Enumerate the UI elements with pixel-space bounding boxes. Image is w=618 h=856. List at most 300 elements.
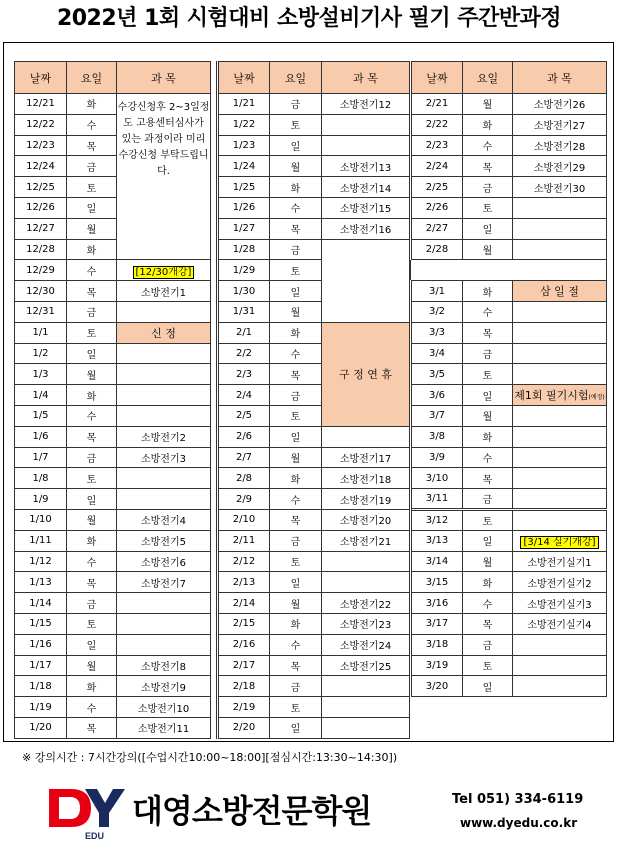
date-cell: 2/20 <box>218 717 270 738</box>
table-row <box>218 489 410 510</box>
table-row <box>411 197 607 218</box>
date-cell: 2/19 <box>218 697 270 718</box>
weekday-cell: 금 <box>270 530 322 551</box>
table-row <box>218 634 410 655</box>
table-row <box>15 447 211 468</box>
date-cell: 1/14 <box>15 593 67 614</box>
table-row <box>411 447 607 468</box>
subject-cell <box>513 676 607 697</box>
table-row <box>218 156 410 177</box>
page-title: 2022년 1회 시험대비 소방설비기사 필기 주간반과정 <box>56 6 562 31</box>
date-cell: 2/6 <box>218 426 270 447</box>
weekday-cell: 수 <box>270 197 322 218</box>
subject-cell <box>513 343 607 364</box>
weekday-cell: 일 <box>463 218 513 239</box>
weekday-cell: 수 <box>67 260 117 281</box>
subject-cell: 소방전기20 <box>322 509 410 530</box>
date-cell: 3/19 <box>411 655 463 676</box>
subject-cell <box>117 489 211 510</box>
date-cell: 1/5 <box>15 405 67 426</box>
weekday-cell: 토 <box>463 364 513 385</box>
schedule-table <box>14 61 211 739</box>
weekday-cell: 금 <box>67 593 117 614</box>
subject-cell <box>513 509 607 530</box>
subject-cell <box>513 468 607 489</box>
header-date: 날짜 <box>218 62 270 94</box>
table-row <box>15 530 211 551</box>
subject-cell: 소방전기15 <box>322 197 410 218</box>
weekday-cell: 금 <box>463 343 513 364</box>
date-cell: 1/28 <box>218 239 270 260</box>
weekday-cell: 일 <box>270 135 322 156</box>
subject-cell: 소방전기5 <box>117 530 211 551</box>
subject-cell <box>117 468 211 489</box>
table-row <box>15 364 211 385</box>
table-row <box>411 114 607 135</box>
subject-cell <box>513 426 607 447</box>
date-cell: 3/17 <box>411 613 463 634</box>
weekday-cell: 수 <box>270 634 322 655</box>
subject-cell: 소방전기12 <box>322 94 410 115</box>
date-cell: 3/16 <box>411 593 463 614</box>
date-cell: 2/7 <box>218 447 270 468</box>
subject-cell <box>322 239 410 322</box>
subject-cell: 소방전기실기3 <box>513 593 607 614</box>
subject-cell: 소방전기2 <box>117 426 211 447</box>
weekday-cell: 수 <box>463 301 513 322</box>
date-cell: 1/25 <box>218 177 270 198</box>
table-row <box>15 426 211 447</box>
holiday-cell: 구 정 연 휴 <box>322 322 410 426</box>
date-cell: 1/11 <box>15 530 67 551</box>
weekday-cell: 목 <box>463 613 513 634</box>
date-cell: 2/11 <box>218 530 270 551</box>
date-cell: 1/13 <box>15 572 67 593</box>
subject-cell <box>322 676 410 697</box>
table-row <box>411 613 607 634</box>
weekday-cell: 화 <box>67 239 117 260</box>
date-cell: 12/25 <box>15 177 67 198</box>
weekday-cell: 일 <box>270 717 322 738</box>
table-row <box>411 94 607 115</box>
table-row <box>411 385 607 406</box>
table-row <box>15 593 211 614</box>
date-cell: 3/3 <box>411 322 463 343</box>
table-row <box>411 634 607 655</box>
subject-cell: 소방전기1 <box>117 281 211 302</box>
date-cell: 1/6 <box>15 426 67 447</box>
subject-cell <box>117 405 211 426</box>
table-row <box>218 530 410 551</box>
weekday-cell: 수 <box>67 114 117 135</box>
date-cell: 12/22 <box>15 114 67 135</box>
weekday-cell: 수 <box>270 343 322 364</box>
date-cell: 1/30 <box>218 281 270 302</box>
weekday-cell: 화 <box>67 676 117 697</box>
weekday-cell: 화 <box>463 426 513 447</box>
weekday-cell: 월 <box>270 301 322 322</box>
date-cell: 3/2 <box>411 301 463 322</box>
table-row <box>411 364 607 385</box>
weekday-cell: 목 <box>270 364 322 385</box>
subject-cell: 소방전기29 <box>513 156 607 177</box>
date-cell: 3/6 <box>411 385 463 406</box>
table-row <box>218 551 410 572</box>
table-row <box>218 218 410 239</box>
weekday-cell: 토 <box>67 177 117 198</box>
date-cell: 2/17 <box>218 655 270 676</box>
subject-cell: 소방전기22 <box>322 593 410 614</box>
weekday-cell: 토 <box>270 551 322 572</box>
weekday-cell: 토 <box>463 509 513 530</box>
subject-cell <box>117 634 211 655</box>
table-row <box>15 634 211 655</box>
date-cell: 1/10 <box>15 509 67 530</box>
table-row <box>15 613 211 634</box>
date-cell: 3/9 <box>411 447 463 468</box>
weekday-cell: 목 <box>270 218 322 239</box>
weekday-cell: 월 <box>67 655 117 676</box>
weekday-cell: 금 <box>463 489 513 510</box>
date-cell: 2/13 <box>218 572 270 593</box>
exam-cell <box>513 385 607 406</box>
date-cell: 2/9 <box>218 489 270 510</box>
weekday-cell: 수 <box>270 489 322 510</box>
subject-cell: 소방전기11 <box>117 717 211 738</box>
date-cell: 2/21 <box>411 94 463 115</box>
subject-cell <box>513 447 607 468</box>
subject-cell <box>513 260 607 281</box>
table-row <box>15 468 211 489</box>
subject-cell <box>513 655 607 676</box>
weekday-cell: 목 <box>463 468 513 489</box>
date-cell: 3/8 <box>411 426 463 447</box>
date-cell: 3/7 <box>411 405 463 426</box>
weekday-cell: 금 <box>270 239 322 260</box>
table-row <box>15 572 211 593</box>
subject-cell: 소방전기17 <box>322 447 410 468</box>
table-row <box>15 509 211 530</box>
weekday-cell: 화 <box>67 94 117 115</box>
table-row <box>218 177 410 198</box>
table-row <box>15 260 211 281</box>
holiday-cell: 신 정 <box>117 322 211 343</box>
weekday-cell: 토 <box>67 322 117 343</box>
weekday-cell: 화 <box>463 281 513 302</box>
subject-cell: 소방전기실기1 <box>513 551 607 572</box>
subject-cell <box>513 322 607 343</box>
table-row <box>411 156 607 177</box>
subject-cell <box>322 717 410 738</box>
weekday-cell: 금 <box>270 94 322 115</box>
date-cell: 1/9 <box>15 489 67 510</box>
date-cell: 1/19 <box>15 697 67 718</box>
weekday-cell: 일 <box>67 197 117 218</box>
weekday-cell: 토 <box>270 114 322 135</box>
subject-cell: 소방전기14 <box>322 177 410 198</box>
date-cell: 3/14 <box>411 551 463 572</box>
subject-cell <box>117 364 211 385</box>
subject-cell: 소방전기28 <box>513 135 607 156</box>
weekday-cell: 화 <box>463 114 513 135</box>
subject-cell <box>513 634 607 655</box>
table-header-row <box>15 62 211 94</box>
date-cell: 12/23 <box>15 135 67 156</box>
subject-cell <box>322 572 410 593</box>
table-row <box>218 676 410 697</box>
date-cell: 3/10 <box>411 468 463 489</box>
date-cell: 1/27 <box>218 218 270 239</box>
date-cell: 2/26 <box>411 197 463 218</box>
weekday-cell: 수 <box>67 697 117 718</box>
schedule-table <box>409 61 607 697</box>
subject-cell <box>117 613 211 634</box>
table-row <box>218 509 410 530</box>
weekday-cell: 월 <box>270 156 322 177</box>
subject-cell: 소방전기24 <box>322 634 410 655</box>
subject-cell <box>322 135 410 156</box>
schedule-table <box>216 61 410 739</box>
subject-cell: 소방전기21 <box>322 530 410 551</box>
table-row <box>15 301 211 322</box>
subject-cell <box>513 489 607 510</box>
exam-label: 제1회 필기시험 <box>514 389 589 403</box>
weekday-cell: 금 <box>270 385 322 406</box>
subject-cell: 소방전기26 <box>513 94 607 115</box>
academy-name: 대영소방전문학원 <box>132 792 372 830</box>
weekday-cell: 목 <box>463 156 513 177</box>
date-cell: 2/10 <box>218 509 270 530</box>
date-cell: 1/21 <box>218 94 270 115</box>
weekday-cell: 금 <box>67 447 117 468</box>
table-header-row <box>218 62 410 94</box>
date-cell: 2/1 <box>218 322 270 343</box>
table-row <box>411 572 607 593</box>
date-cell: 2/27 <box>411 218 463 239</box>
date-cell: 3/12 <box>411 509 463 530</box>
weekday-cell <box>463 260 513 281</box>
header-date: 날짜 <box>15 62 67 94</box>
subject-cell: 소방전기19 <box>322 489 410 510</box>
weekday-cell: 수 <box>67 551 117 572</box>
date-cell: 12/24 <box>15 156 67 177</box>
subject-cell <box>117 301 211 322</box>
date-cell: 1/31 <box>218 301 270 322</box>
highlight-label: [12/30개강] <box>133 266 195 279</box>
weekday-cell: 월 <box>463 551 513 572</box>
date-cell: 1/20 <box>15 717 67 738</box>
header-subject: 과 목 <box>513 62 607 94</box>
weekday-cell: 목 <box>463 322 513 343</box>
weekday-cell: 일 <box>67 343 117 364</box>
subject-cell: 소방전기10 <box>117 697 211 718</box>
subject-cell: 소방전기실기4 <box>513 613 607 634</box>
date-cell: 12/30 <box>15 281 67 302</box>
telephone: Tel 051) 334-6119 <box>452 792 584 807</box>
weekday-cell: 일 <box>270 281 322 302</box>
table-row <box>218 613 410 634</box>
weekday-cell: 월 <box>463 94 513 115</box>
weekday-cell: 일 <box>67 489 117 510</box>
subject-cell: 소방전기16 <box>322 218 410 239</box>
date-cell: 1/1 <box>15 322 67 343</box>
date-cell: 3/18 <box>411 634 463 655</box>
weekday-cell: 금 <box>67 156 117 177</box>
weekday-cell: 토 <box>270 405 322 426</box>
subject-cell: 소방전기8 <box>117 655 211 676</box>
date-cell <box>411 260 463 281</box>
date-cell: 3/15 <box>411 572 463 593</box>
weekday-cell: 목 <box>270 509 322 530</box>
header-day: 요일 <box>463 62 513 94</box>
date-cell: 3/11 <box>411 489 463 510</box>
date-cell: 1/8 <box>15 468 67 489</box>
weekday-cell: 일 <box>67 634 117 655</box>
date-cell: 2/22 <box>411 114 463 135</box>
date-cell: 2/24 <box>411 156 463 177</box>
date-cell: 2/15 <box>218 613 270 634</box>
table-row <box>218 655 410 676</box>
table-row <box>411 426 607 447</box>
subject-cell <box>513 301 607 322</box>
table-row <box>411 551 607 572</box>
schedule-column-1 <box>14 61 211 739</box>
table-row <box>411 135 607 156</box>
subject-cell <box>322 697 410 718</box>
date-cell: 2/12 <box>218 551 270 572</box>
subject-cell: 소방전기23 <box>322 613 410 634</box>
header-subject: 과 목 <box>117 62 211 94</box>
weekday-cell: 화 <box>270 468 322 489</box>
date-cell: 2/2 <box>218 343 270 364</box>
holiday-cell: 삼 일 절 <box>513 281 607 302</box>
date-cell: 1/2 <box>15 343 67 364</box>
table-row <box>218 697 410 718</box>
weekday-cell: 토 <box>463 655 513 676</box>
header-subject: 과 목 <box>322 62 410 94</box>
subject-cell: 소방전기7 <box>117 572 211 593</box>
date-cell: 12/27 <box>15 218 67 239</box>
table-row <box>411 509 607 530</box>
subject-cell <box>322 114 410 135</box>
date-cell: 1/22 <box>218 114 270 135</box>
weekday-cell: 금 <box>463 634 513 655</box>
table-row <box>218 114 410 135</box>
table-row <box>411 468 607 489</box>
weekday-cell: 일 <box>463 385 513 406</box>
date-cell: 2/28 <box>411 239 463 260</box>
date-cell: 3/1 <box>411 281 463 302</box>
date-cell: 2/18 <box>218 676 270 697</box>
subject-cell: 소방전기25 <box>322 655 410 676</box>
weekday-cell: 일 <box>270 426 322 447</box>
date-cell: 3/20 <box>411 676 463 697</box>
table-header-row <box>411 62 607 94</box>
weekday-cell: 월 <box>67 364 117 385</box>
weekday-cell: 화 <box>270 322 322 343</box>
weekday-cell: 월 <box>463 239 513 260</box>
table-row <box>15 343 211 364</box>
table-row <box>15 717 211 738</box>
date-cell: 1/16 <box>15 634 67 655</box>
subject-cell: 소방전기4 <box>117 509 211 530</box>
subject-cell <box>117 385 211 406</box>
table-row <box>411 405 607 426</box>
table-row <box>15 322 211 343</box>
date-cell: 1/17 <box>15 655 67 676</box>
table-row <box>411 343 607 364</box>
table-row <box>411 239 607 260</box>
date-cell: 2/14 <box>218 593 270 614</box>
subject-cell <box>117 260 211 281</box>
date-cell: 1/12 <box>15 551 67 572</box>
website: www.dyedu.co.kr <box>460 816 578 830</box>
table-row <box>218 239 410 260</box>
weekday-cell: 목 <box>67 281 117 302</box>
table-row <box>15 405 211 426</box>
table-row <box>218 94 410 115</box>
table-row <box>15 94 211 115</box>
date-cell: 2/25 <box>411 177 463 198</box>
weekday-cell: 금 <box>270 676 322 697</box>
table-row <box>15 655 211 676</box>
table-row <box>411 593 607 614</box>
table-row <box>411 676 607 697</box>
weekday-cell: 화 <box>67 385 117 406</box>
subject-cell: 소방전기9 <box>117 676 211 697</box>
table-row <box>411 489 607 510</box>
date-cell: 2/23 <box>411 135 463 156</box>
subject-cell <box>322 551 410 572</box>
weekday-cell: 토 <box>67 613 117 634</box>
weekday-cell: 월 <box>270 593 322 614</box>
weekday-cell: 화 <box>463 572 513 593</box>
subject-cell: 소방전기6 <box>117 551 211 572</box>
weekday-cell: 수 <box>463 447 513 468</box>
weekday-cell: 화 <box>270 177 322 198</box>
lecture-time-note: ※ 강의시간 : 7시간강의([수업시간10:00~18:00][점심시간:13:30~14:30]) <box>22 751 398 764</box>
date-cell: 12/26 <box>15 197 67 218</box>
weekday-cell: 금 <box>463 177 513 198</box>
table-row <box>218 447 410 468</box>
table-row <box>411 177 607 198</box>
weekday-cell: 일 <box>270 572 322 593</box>
subject-cell <box>117 593 211 614</box>
date-cell: 12/31 <box>15 301 67 322</box>
subject-cell: 소방전기27 <box>513 114 607 135</box>
highlight-label: [3/14 실기개강] <box>520 536 598 549</box>
date-cell: 2/16 <box>218 634 270 655</box>
weekday-cell: 일 <box>463 530 513 551</box>
table-row <box>411 281 607 302</box>
weekday-cell: 월 <box>67 509 117 530</box>
table-row <box>218 593 410 614</box>
table-row <box>218 135 410 156</box>
subject-cell: 소방전기30 <box>513 177 607 198</box>
date-cell: 1/26 <box>218 197 270 218</box>
table-row <box>411 655 607 676</box>
table-row <box>218 717 410 738</box>
subject-cell <box>513 218 607 239</box>
subject-cell: 소방전기13 <box>322 156 410 177</box>
weekday-cell: 토 <box>270 697 322 718</box>
table-row <box>218 322 410 343</box>
date-cell: 12/21 <box>15 94 67 115</box>
enrollment-note: 수강신청후 2~3일정도 고용센터심사가 있는 과정이라 미리수강신청 부탁드립니다. <box>117 94 211 260</box>
weekday-cell: 월 <box>67 218 117 239</box>
header-day: 요일 <box>67 62 117 94</box>
weekday-cell: 화 <box>67 530 117 551</box>
